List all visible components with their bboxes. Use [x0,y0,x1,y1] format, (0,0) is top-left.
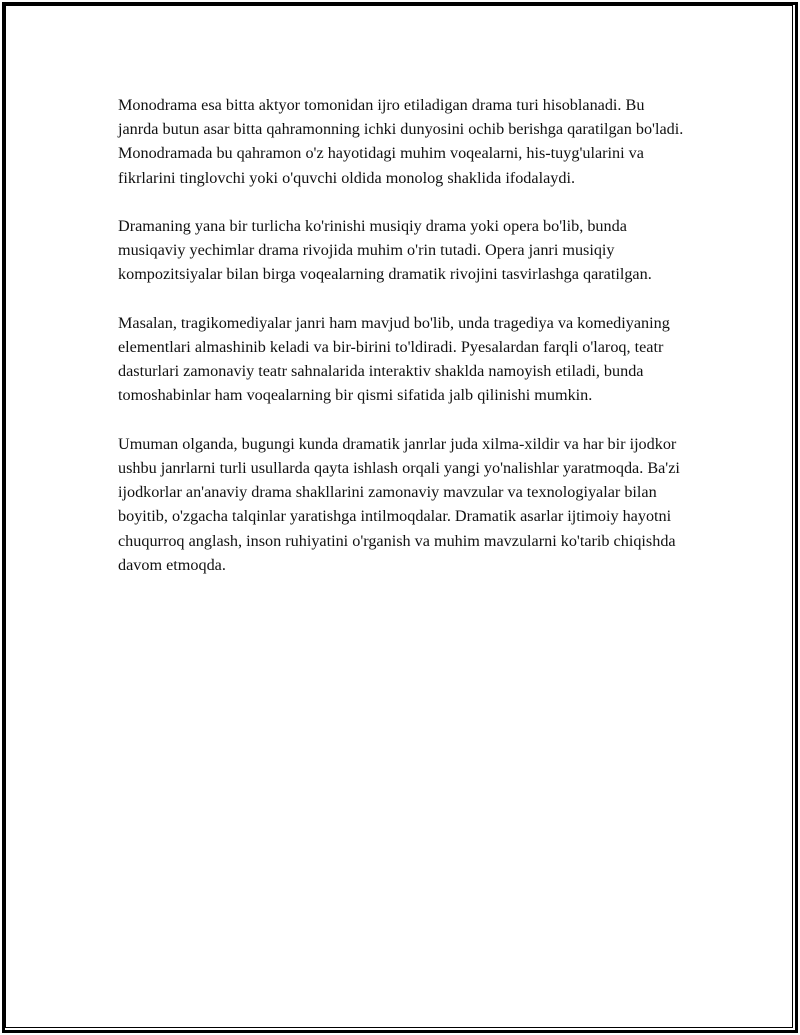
paragraph-musical-drama: Dramaning yana bir turlicha ko'rinishi musiqiy drama yoki opera bo'lib, bunda musiqaviy yechimlar drama rivojida muhim o'rin tutadi. Opera janri musiqiy kompozitsiyalar bilan birga voqealarning dramatik rivojini tasvirlashga qaratilgan. [118,217,652,284]
document-body [118,93,688,601]
paragraph-monodrama: Monodrama esa bitta aktyor tomonidan ijro etiladigan drama turi hisoblanadi. Bu janrda butun asar bitta qahramonning ichki dunyosini ochib berishga qaratilgan bo'ladi. Monodramada bu qahramon o'z hayotidagi muhim voqealarni, his-tuyg'ularini va fikrlarini tinglovchi yoki o'quvchi oldida monolog shaklida ifodalaydi. [118,96,684,187]
paragraph-conclusion: Umuman olganda, bugungi kunda dramatik janrlar juda xilma-xildir va har bir ijodkor ushbu janrlarni turli usullarda qayta ishlash orqali yangi yo'nalishlar yaratmoqda. Ba'zi ijodkorlar an'anaviy drama shakllarini zamonaviy mavzular va texnologiyalar bilan boyitib, o'zgacha talqinlar yaratishga intilmoqdalar. Dramatik asarlar ijtimoiy hayotni chuqurroq anglash, inson ruhiyatini o'rganish va muhim mavzularni ko'tarib chiqishda davom etmoqda. [118,434,680,574]
paragraph-tragicomedy: Masalan, tragikomediyalar janri ham mavjud bo'lib, unda tragediya va komediyaning elementlari almashinib keladi va bir-birini to'ldiradi. Pyesalardan farqli o'laroq, teatr dasturlari zamonaviy teatr sahnalarida interaktiv shaklda namoyish etiladi, bunda tomoshabinlar ham voqealarning bir qismi sifatida jalb qilinishi mumkin. [118,313,670,405]
